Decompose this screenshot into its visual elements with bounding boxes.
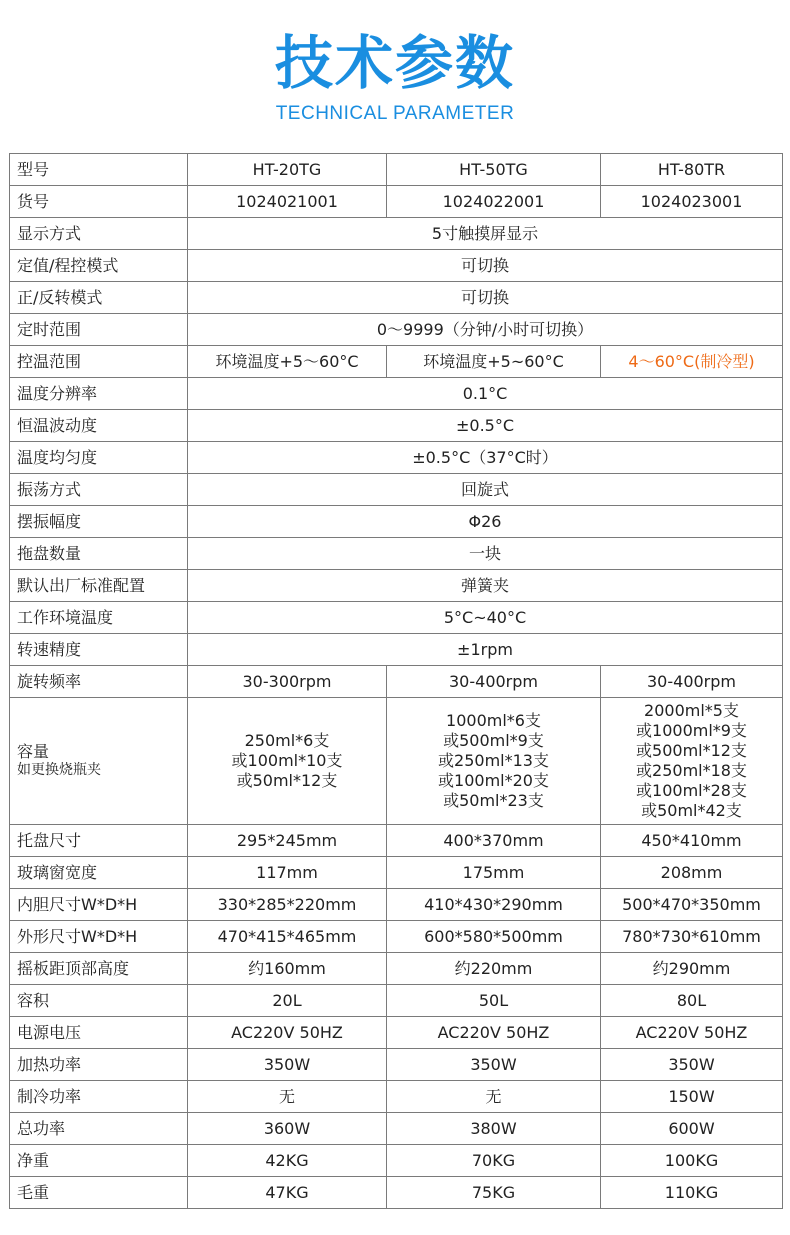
page-title: 技术参数 [274,29,515,97]
table-row [10,282,783,314]
capacity-line: 或250ml*13支 [438,751,549,770]
capacity-line: 或100ml*28支 [636,781,747,800]
row-label: 玻璃窗宽度 [10,857,188,889]
row-value: 295*245mm [188,825,387,857]
row-label: 正/反转模式 [10,282,188,314]
table-row [10,1081,783,1113]
table-row [10,889,783,921]
row-value: 500*470*350mm [601,889,783,921]
capacity-line: 250ml*6支 [244,731,330,750]
row-label: 控温范围 [10,346,188,378]
row-value: 110KG [601,1177,783,1209]
row-value: 450*410mm [601,825,783,857]
table-row [10,1049,783,1081]
row-value: 环境温度+5～60°C [188,346,387,378]
spec-table [9,153,783,1209]
capacity-line: 或50ml*23支 [443,791,544,810]
row-value: AC220V 50HZ [387,1017,601,1049]
row-value: 80L [601,985,783,1017]
table-row [10,857,783,889]
row-value: 1024023001 [601,186,783,218]
capacity-line: 或50ml*42支 [641,801,742,820]
table-row [10,378,783,410]
row-value: 470*415*465mm [188,921,387,953]
table-row [10,346,783,378]
row-value: ±0.5°C [188,410,783,442]
row-value: 360W [188,1113,387,1145]
row-value: HT-50TG [387,154,601,186]
row-value: 5寸触摸屏显示 [188,218,783,250]
capacity-cell [188,698,387,825]
row-value: 环境温度+5~60°C [387,346,601,378]
row-value: HT-20TG [188,154,387,186]
row-value: ±0.5°C（37°C时） [188,442,783,474]
table-row [10,250,783,282]
table-row [10,1113,783,1145]
row-value: Φ26 [188,506,783,538]
row-label: 货号 [10,186,188,218]
table-row [10,825,783,857]
row-label: 恒温波动度 [10,410,188,442]
row-label: 总功率 [10,1113,188,1145]
capacity-line: 或100ml*10支 [231,751,343,770]
row-value: 约220mm [387,953,601,985]
table-row [10,442,783,474]
row-value: 150W [601,1081,783,1113]
row-value: AC220V 50HZ [601,1017,783,1049]
row-value: 30-400rpm [601,666,783,698]
row-value: 47KG [188,1177,387,1209]
row-label: 容积 [10,985,188,1017]
table-row [10,602,783,634]
row-value: 175mm [387,857,601,889]
row-value: 回旋式 [188,474,783,506]
row-value: 1024021001 [188,186,387,218]
row-label: 拖盘数量 [10,538,188,570]
row-value: 约160mm [188,953,387,985]
capacity-line: 或500ml*9支 [443,731,544,750]
row-label: 外形尺寸W*D*H [10,921,188,953]
row-label: 毛重 [10,1177,188,1209]
row-value: 75KG [387,1177,601,1209]
row-label: 默认出厂标准配置 [10,570,188,602]
row-value: 380W [387,1113,601,1145]
row-value: 30-400rpm [387,666,601,698]
row-value: AC220V 50HZ [188,1017,387,1049]
row-value: HT-80TR [601,154,783,186]
spec-table-body [10,154,783,1209]
table-row [10,985,783,1017]
row-label: 电源电压 [10,1017,188,1049]
table-row [10,506,783,538]
row-value: 600W [601,1113,783,1145]
table-row [10,666,783,698]
row-value: 350W [387,1049,601,1081]
capacity-cell [387,698,601,825]
table-row [10,570,783,602]
row-value: 50L [387,985,601,1017]
row-label: 温度均匀度 [10,442,188,474]
capacity-cell [601,698,783,825]
row-label: 净重 [10,1145,188,1177]
row-label: 振荡方式 [10,474,188,506]
row-label: 摇板距顶部高度 [10,953,188,985]
table-row-capacity [10,698,783,825]
row-value: 600*580*500mm [387,921,601,953]
row-value: 780*730*610mm [601,921,783,953]
row-value: 330*285*220mm [188,889,387,921]
table-row [10,634,783,666]
table-row [10,218,783,250]
table-row [10,1177,783,1209]
table-row [10,921,783,953]
row-label: 转速精度 [10,634,188,666]
row-label: 摆振幅度 [10,506,188,538]
capacity-sublabel: 如更换烧瓶夹 [17,762,101,778]
row-value: 30-300rpm [188,666,387,698]
row-label: 温度分辨率 [10,378,188,410]
row-label: 型号 [10,154,188,186]
capacity-line: 或250ml*18支 [636,761,747,780]
capacity-line: 或100ml*20支 [438,771,549,790]
row-value: 约290mm [601,953,783,985]
row-value: 5°C~40°C [188,602,783,634]
capacity-label: 容量 [17,742,50,761]
row-label: 定值/程控模式 [10,250,188,282]
table-row [10,1017,783,1049]
capacity-line: 2000ml*5支 [644,701,739,720]
row-value: ±1rpm [188,634,783,666]
row-value: 0.1°C [188,378,783,410]
capacity-line: 或1000ml*9支 [636,721,747,740]
row-value: 410*430*290mm [387,889,601,921]
row-value: 208mm [601,857,783,889]
row-value: 400*370mm [387,825,601,857]
row-value: 无 [387,1081,601,1113]
row-value: 100KG [601,1145,783,1177]
row-label: 定时范围 [10,314,188,346]
row-label [10,698,188,825]
page-header [0,0,790,150]
capacity-line: 或500ml*12支 [636,741,747,760]
row-value: 1024022001 [387,186,601,218]
page-subtitle: TECHNICAL PARAMETER [275,103,515,124]
row-label: 内胆尺寸W*D*H [10,889,188,921]
row-label: 显示方式 [10,218,188,250]
row-value: 42KG [188,1145,387,1177]
capacity-line: 或50ml*12支 [236,771,338,790]
capacity-line: 1000ml*6支 [446,711,541,730]
row-value: 0～9999（分钟/小时可切换） [188,314,783,346]
row-value: 弹簧夹 [188,570,783,602]
row-value: 一块 [188,538,783,570]
row-label: 加热功率 [10,1049,188,1081]
row-value: 117mm [188,857,387,889]
row-value: 可切换 [188,250,783,282]
row-value: 70KG [387,1145,601,1177]
row-value: 可切换 [188,282,783,314]
table-row [10,186,783,218]
table-row [10,410,783,442]
table-row [10,538,783,570]
row-label: 工作环境温度 [10,602,188,634]
table-row [10,314,783,346]
row-value: 无 [188,1081,387,1113]
table-row [10,474,783,506]
table-row [10,1145,783,1177]
table-row [10,953,783,985]
row-value: 20L [188,985,387,1017]
row-value: 350W [188,1049,387,1081]
row-value: 350W [601,1049,783,1081]
row-label: 旋转频率 [10,666,188,698]
row-label: 制冷功率 [10,1081,188,1113]
row-label: 托盘尺寸 [10,825,188,857]
table-row [10,154,783,186]
row-value-highlight: 4～60°C(制冷型) [601,346,783,378]
